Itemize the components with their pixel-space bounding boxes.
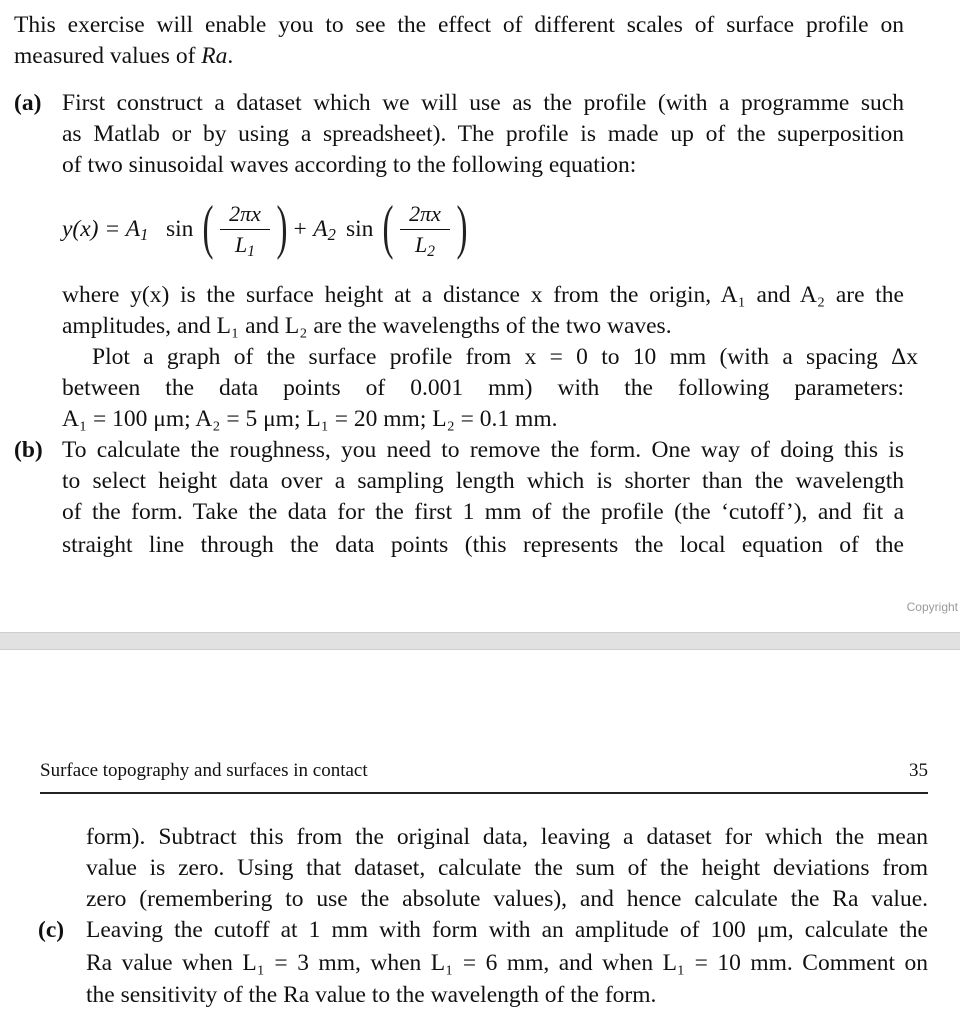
part-b-line: to select height data over a sampling length which is shorter than the wavelength	[62, 468, 904, 494]
equation-subscript: 1	[140, 225, 149, 245]
fraction-1-denominator	[220, 232, 270, 261]
plus-term-subscript: 2	[327, 225, 336, 245]
equation-lhs-text: y(x) = A	[62, 216, 141, 242]
page-divider	[0, 632, 960, 650]
part-a-label: (a)	[14, 90, 42, 116]
fraction-1-numerator: 2πx	[229, 201, 261, 226]
part-a-line: between the data points of 0.001 mm) with the following parameters:	[62, 375, 904, 401]
part-b-line: straight line through the data points (this represents the local equation of the	[62, 532, 904, 558]
fraction-2	[400, 201, 450, 261]
fraction-1	[220, 201, 270, 261]
header-rule	[40, 792, 928, 794]
ra-variable: Ra	[201, 43, 228, 69]
equation-plus-term	[292, 216, 336, 243]
part-a-line: First construct a dataset which we will use as the profile (with a programme such	[62, 90, 904, 116]
fraction-bar	[400, 229, 450, 230]
part-b-label: (b)	[14, 437, 43, 463]
denominator-text: L	[415, 232, 428, 258]
right-paren: )	[456, 194, 468, 260]
equation	[62, 194, 482, 265]
running-head: Surface topography and surfaces in contact	[40, 760, 368, 781]
part-a-line: A₁ = 100 μm; A₂ = 5 μm; L₁ = 20 mm; L₂ = 0.1 mm.	[62, 406, 558, 432]
intro-text: measured values of	[14, 43, 202, 69]
part-b-continued-line: form). Subtract this from the original data, leaving a dataset for which the mean	[86, 824, 928, 850]
part-a-line: Plot a graph of the surface profile from x = 0 to 10 mm (with a spacing Δx	[92, 344, 918, 370]
right-paren: )	[276, 194, 288, 260]
fraction-bar	[220, 229, 270, 230]
fraction-2-numerator: 2πx	[409, 201, 441, 226]
equation-lhs	[62, 216, 148, 243]
part-c-label: (c)	[38, 917, 65, 943]
part-b-continued-line: zero (remembering to use the absolute values), and hence calculate the Ra value.	[86, 886, 928, 912]
plus-term-text: + A	[292, 216, 328, 242]
part-a-line: amplitudes, and L₁ and L₂ are the wavelengths of the two waves.	[62, 313, 672, 339]
intro-line	[14, 41, 233, 72]
denominator-subscript: 2	[427, 243, 435, 261]
fraction-2-denominator	[400, 232, 450, 261]
denominator-subscript: 1	[247, 243, 255, 261]
sin-function: sin	[166, 216, 194, 242]
left-paren: (	[202, 194, 214, 260]
part-c-line: Ra value when L₁ = 3 mm, when L₁ = 6 mm, and when L₁ = 10 mm. Comment on	[86, 950, 928, 976]
part-b-line: To calculate the roughness, you need to remove the form. One way of doing this is	[62, 437, 904, 463]
part-a-line: as Matlab or by using a spreadsheet). The profile is made up of the superposition	[62, 121, 904, 147]
copyright-label: Copyright	[906, 600, 958, 614]
part-b-continued-line: value is zero. Using that dataset, calculate the sum of the height deviations from	[86, 855, 928, 881]
left-paren: (	[382, 194, 394, 260]
part-a-line: where y(x) is the surface height at a distance x from the origin, A₁ and A₂ are the	[62, 282, 904, 308]
intro-line: This exercise will enable you to see the effect of different scales of surface profile on	[14, 12, 904, 38]
part-c-line: Leaving the cutoff at 1 mm with form with an amplitude of 100 μm, calculate the	[86, 917, 928, 943]
intro-period: .	[227, 43, 234, 69]
page-number: 35	[909, 760, 928, 781]
denominator-text: L	[235, 232, 248, 258]
sin-function: sin	[346, 216, 374, 242]
part-a-line: of two sinusoidal waves according to the following equation:	[62, 152, 637, 178]
part-b-line: of the form. Take the data for the first 1 mm of the profile (the ‘cutoff’), and fit a	[62, 499, 904, 525]
part-c-line: the sensitivity of the Ra value to the wavelength of the form.	[86, 982, 657, 1008]
